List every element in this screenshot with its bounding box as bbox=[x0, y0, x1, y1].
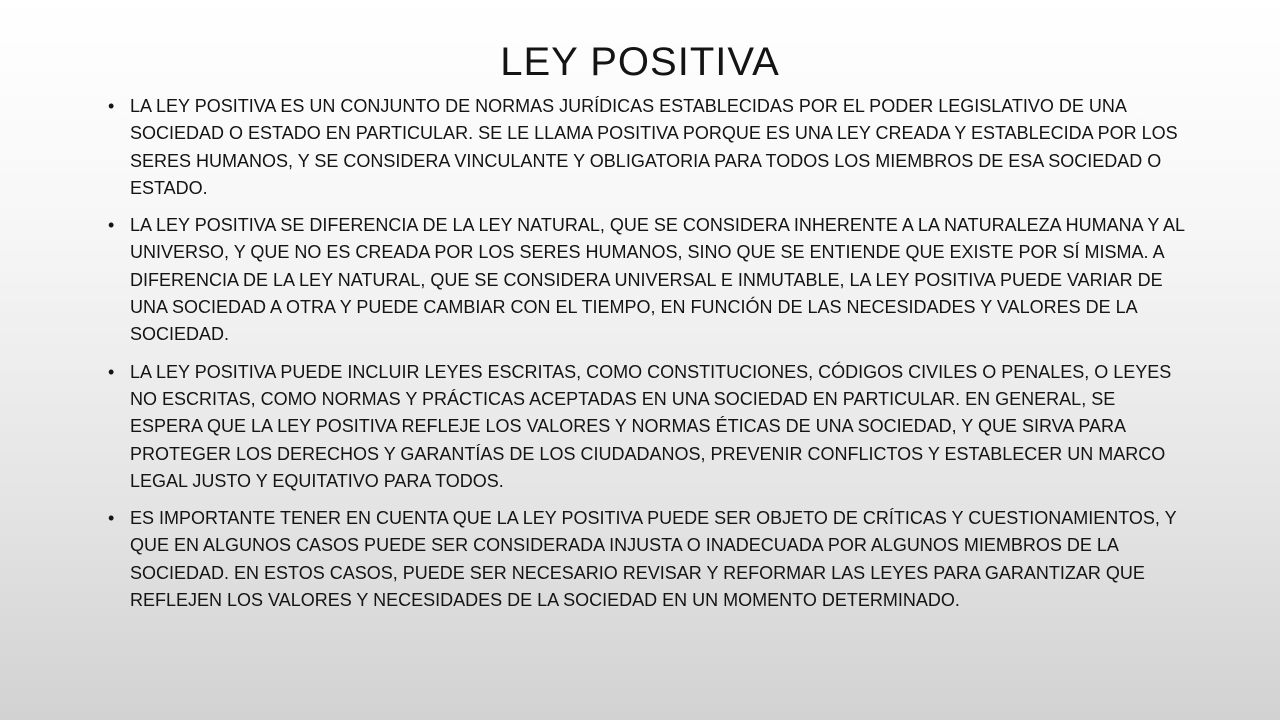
bullet-item bbox=[108, 359, 1188, 495]
slide-title: LEY POSITIVA bbox=[500, 40, 780, 84]
bullet-list bbox=[108, 93, 1188, 624]
bullet-icon: • bbox=[108, 215, 115, 236]
bullet-item bbox=[108, 505, 1188, 614]
bullet-item bbox=[108, 93, 1188, 202]
bullet-icon: • bbox=[108, 361, 115, 382]
bullet-icon: • bbox=[108, 508, 115, 529]
bullet-icon: • bbox=[108, 96, 115, 116]
bullet-text: LA LEY POSITIVA ES UN CONJUNTO DE NORMAS JURÍDICAS ESTABLECIDAS POR EL PODER LEGISLATIVO DE UNA SOCIEDAD O ESTADO EN PARTICULAR. SE LE LLAMA POSITIVA PORQUE ES UNA LEY CREADA Y ESTABLECIDA POR LOS SERES HUMANOS, Y SE CONSIDERA VINCULANTE Y OBLIGATORIA PARA TODOS LOS MIEMBROS DE ESA SOCIEDAD O ESTADO. bbox=[130, 96, 1178, 198]
bullet-text: ES IMPORTANTE TENER EN CUENTA QUE LA LEY POSITIVA PUEDE SER OBJETO DE CRÍTICAS Y CUESTIONAMIENTOS, Y QUE EN ALGUNOS CASOS PUEDE SER CONSIDERADA INJUSTA O INADECUADA POR ALGUNOS MIEMBROS DE LA SOCIEDAD. EN ESTOS CASOS, PUEDE SER NECESARIO REVISAR Y REFORMAR LAS LEYES PARA GARANTIZAR QUE REFLEJEN LOS VALORES Y NECESIDADES DE LA SOCIEDAD EN UN MOMENTO DETERMINADO. bbox=[130, 508, 1177, 611]
bullet-text: LA LEY POSITIVA PUEDE INCLUIR LEYES ESCRITAS, COMO CONSTITUCIONES, CÓDIGOS CIVILES O PENALES, O LEYES NO ESCRITAS, COMO NORMAS Y PRÁCTICAS ACEPTADAS EN UNA SOCIEDAD EN PARTICULAR. EN GENERAL, SE ESPERA QUE LA LEY POSITIVA REFLEJE LOS VALORES Y NORMAS ÉTICAS DE UNA SOCIEDAD, Y QUE SIRVA PARA PROTEGER LOS DERECHOS Y GARANTÍAS DE LOS CIUDADANOS, PREVENIR CONFLICTOS Y ESTABLECER UN MARCO LEGAL JUSTO Y EQUITATIVO PARA TODOS. bbox=[130, 361, 1172, 491]
bullet-item bbox=[108, 212, 1188, 348]
bullet-text: LA LEY POSITIVA SE DIFERENCIA DE LA LEY NATURAL, QUE SE CONSIDERA INHERENTE A LA NATURALEZA HUMANA Y AL UNIVERSO, Y QUE NO ES CREADA POR LOS SERES HUMANOS, SINO QUE SE ENTIENDE QUE EXISTE POR SÍ MISMA. A DIFERENCIA DE LA LEY NATURAL, QUE SE CONSIDERA UNIVERSAL E INMUTABLE, LA LEY POSITIVA PUEDE VARIAR DE UNA SOCIEDAD A OTRA Y PUEDE CAMBIAR CON EL TIEMPO, EN FUNCIÓN DE LAS NECESIDADES Y VALORES DE LA SOCIEDAD. bbox=[130, 215, 1185, 345]
